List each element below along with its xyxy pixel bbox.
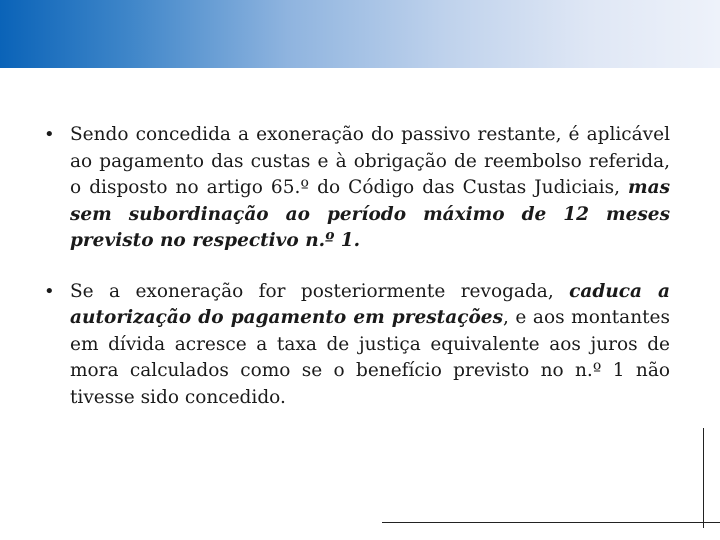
bullet-1-text: Sendo concedida a exoneração do passivo restante, é aplicável ao pagamento das custas e à obrigação de reembolso referida, o disposto no artigo 65.º do Código das Custas Judiciais, [70,124,670,198]
bullet-dot-icon: • [44,280,55,302]
bullet-item-1 [40,122,670,255]
bullet-item-2 [40,279,670,412]
slide-content [40,122,670,435]
bullet-2-text-end: , e aos montantes em dívida acresce a taxa de justiça equivalente aos juros de mora calculados como se o benefício previsto no n.º 1 não tivesse sido concedido. [70,307,670,408]
bullet-dot-icon: • [44,124,55,145]
bullet-1-emphasis: mas sem subordinação ao período máximo de 12 meses previsto no respectivo n.º 1. [70,177,670,251]
bullet-2-emphasis: caduca a autorização do pagamento em prestações [70,280,670,328]
bullet-2-text-start: Se a exoneração for posteriormente revogada, [70,280,570,302]
corner-frame-horizontal-line [382,522,720,523]
corner-frame-vertical-line [703,428,704,528]
top-gradient-banner [0,0,720,68]
